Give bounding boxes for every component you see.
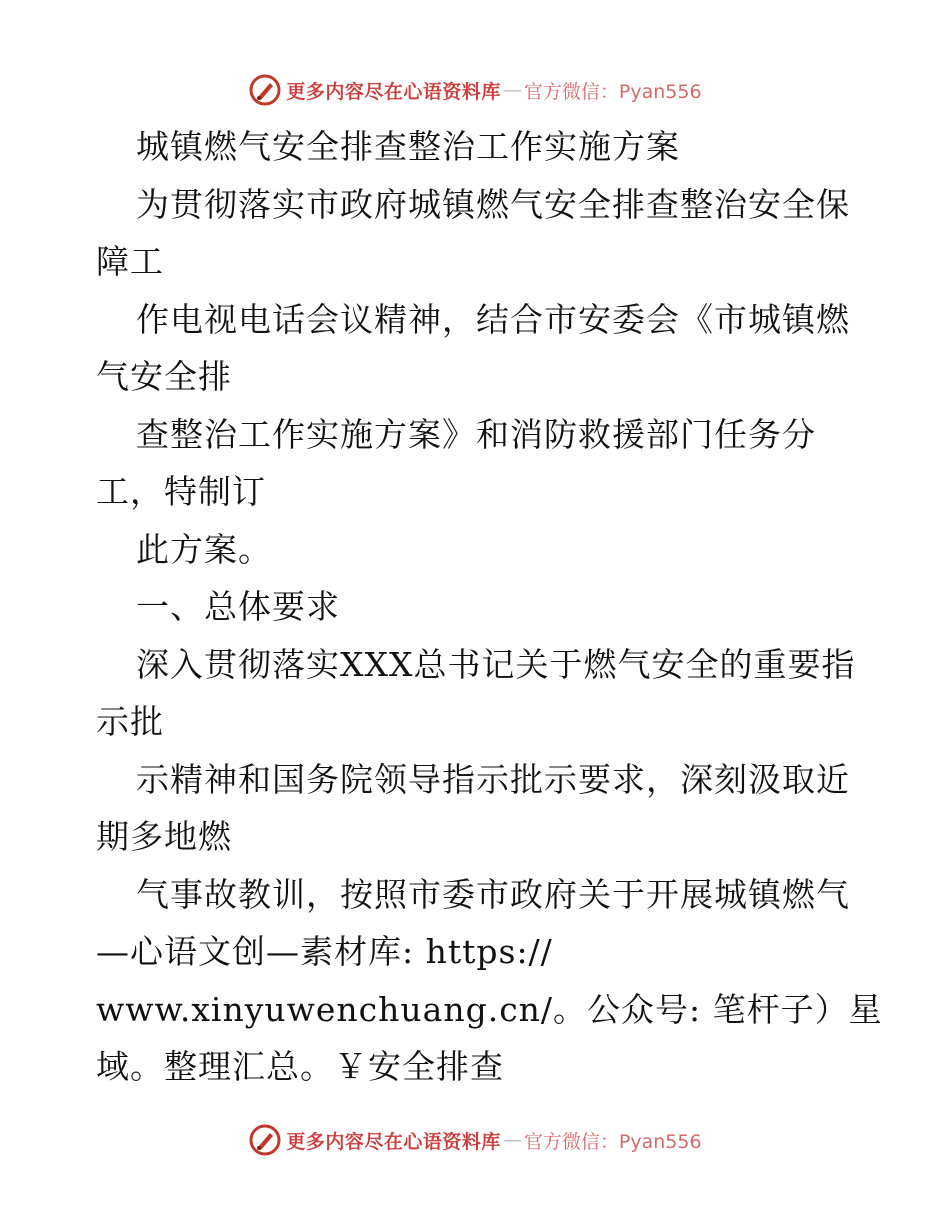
paragraph-line: 工，特制订 [96,472,266,511]
paragraph-line: 示批 [96,702,164,741]
banner-wechat: 官方微信：Pyan556 [523,80,702,103]
pen-logo-icon [248,73,282,107]
banner-separator: — [502,1129,522,1151]
paragraph-line: 此方案。 [136,529,272,569]
watermark-line: www.xinyuwenchuang.cn/。公众号: 笔杆子）星 [96,989,883,1029]
banner-slogan: 更多内容尽在心语资料库 [286,80,501,103]
paragraph-line: 期多地燃 [96,817,232,856]
paragraph-line: 深入贯彻落实XXX总书记关于燃气安全的重要指 [136,644,856,684]
paragraph-line: 障工 [96,242,164,281]
footer-banner [0,1120,950,1160]
header-banner [0,70,950,110]
pen-logo-icon [248,1123,282,1157]
paragraph-line: 为贯彻落实市政府城镇燃气安全排查整治安全保 [136,184,850,224]
banner-wechat: 官方微信：Pyan556 [523,1130,702,1153]
paragraph-line: 气事故教训，按照市委市政府关于开展城镇燃气 [136,874,850,914]
watermark-line: —心语文创—素材库: https:// [96,932,553,971]
paragraph-line: 作电视电话会议精神，结合市安委会《市城镇燃 [136,299,850,339]
paragraph-line: 气安全排 [96,357,232,396]
section-heading: 一、总体要求 [136,587,340,626]
paragraph-line: 示精神和国务院领导指示批示要求，深刻汲取近 [136,759,850,799]
banner-slogan: 更多内容尽在心语资料库 [286,1130,501,1153]
banner-separator: — [502,79,522,101]
paragraph-line: 查整治工作实施方案》和消防救援部门任务分 [136,414,816,454]
paragraph-line: 域。整理汇总。￥安全排查 [96,1047,504,1086]
document-body [96,118,883,1096]
document-title: 城镇燃气安全排查整治工作实施方案 [136,127,680,166]
